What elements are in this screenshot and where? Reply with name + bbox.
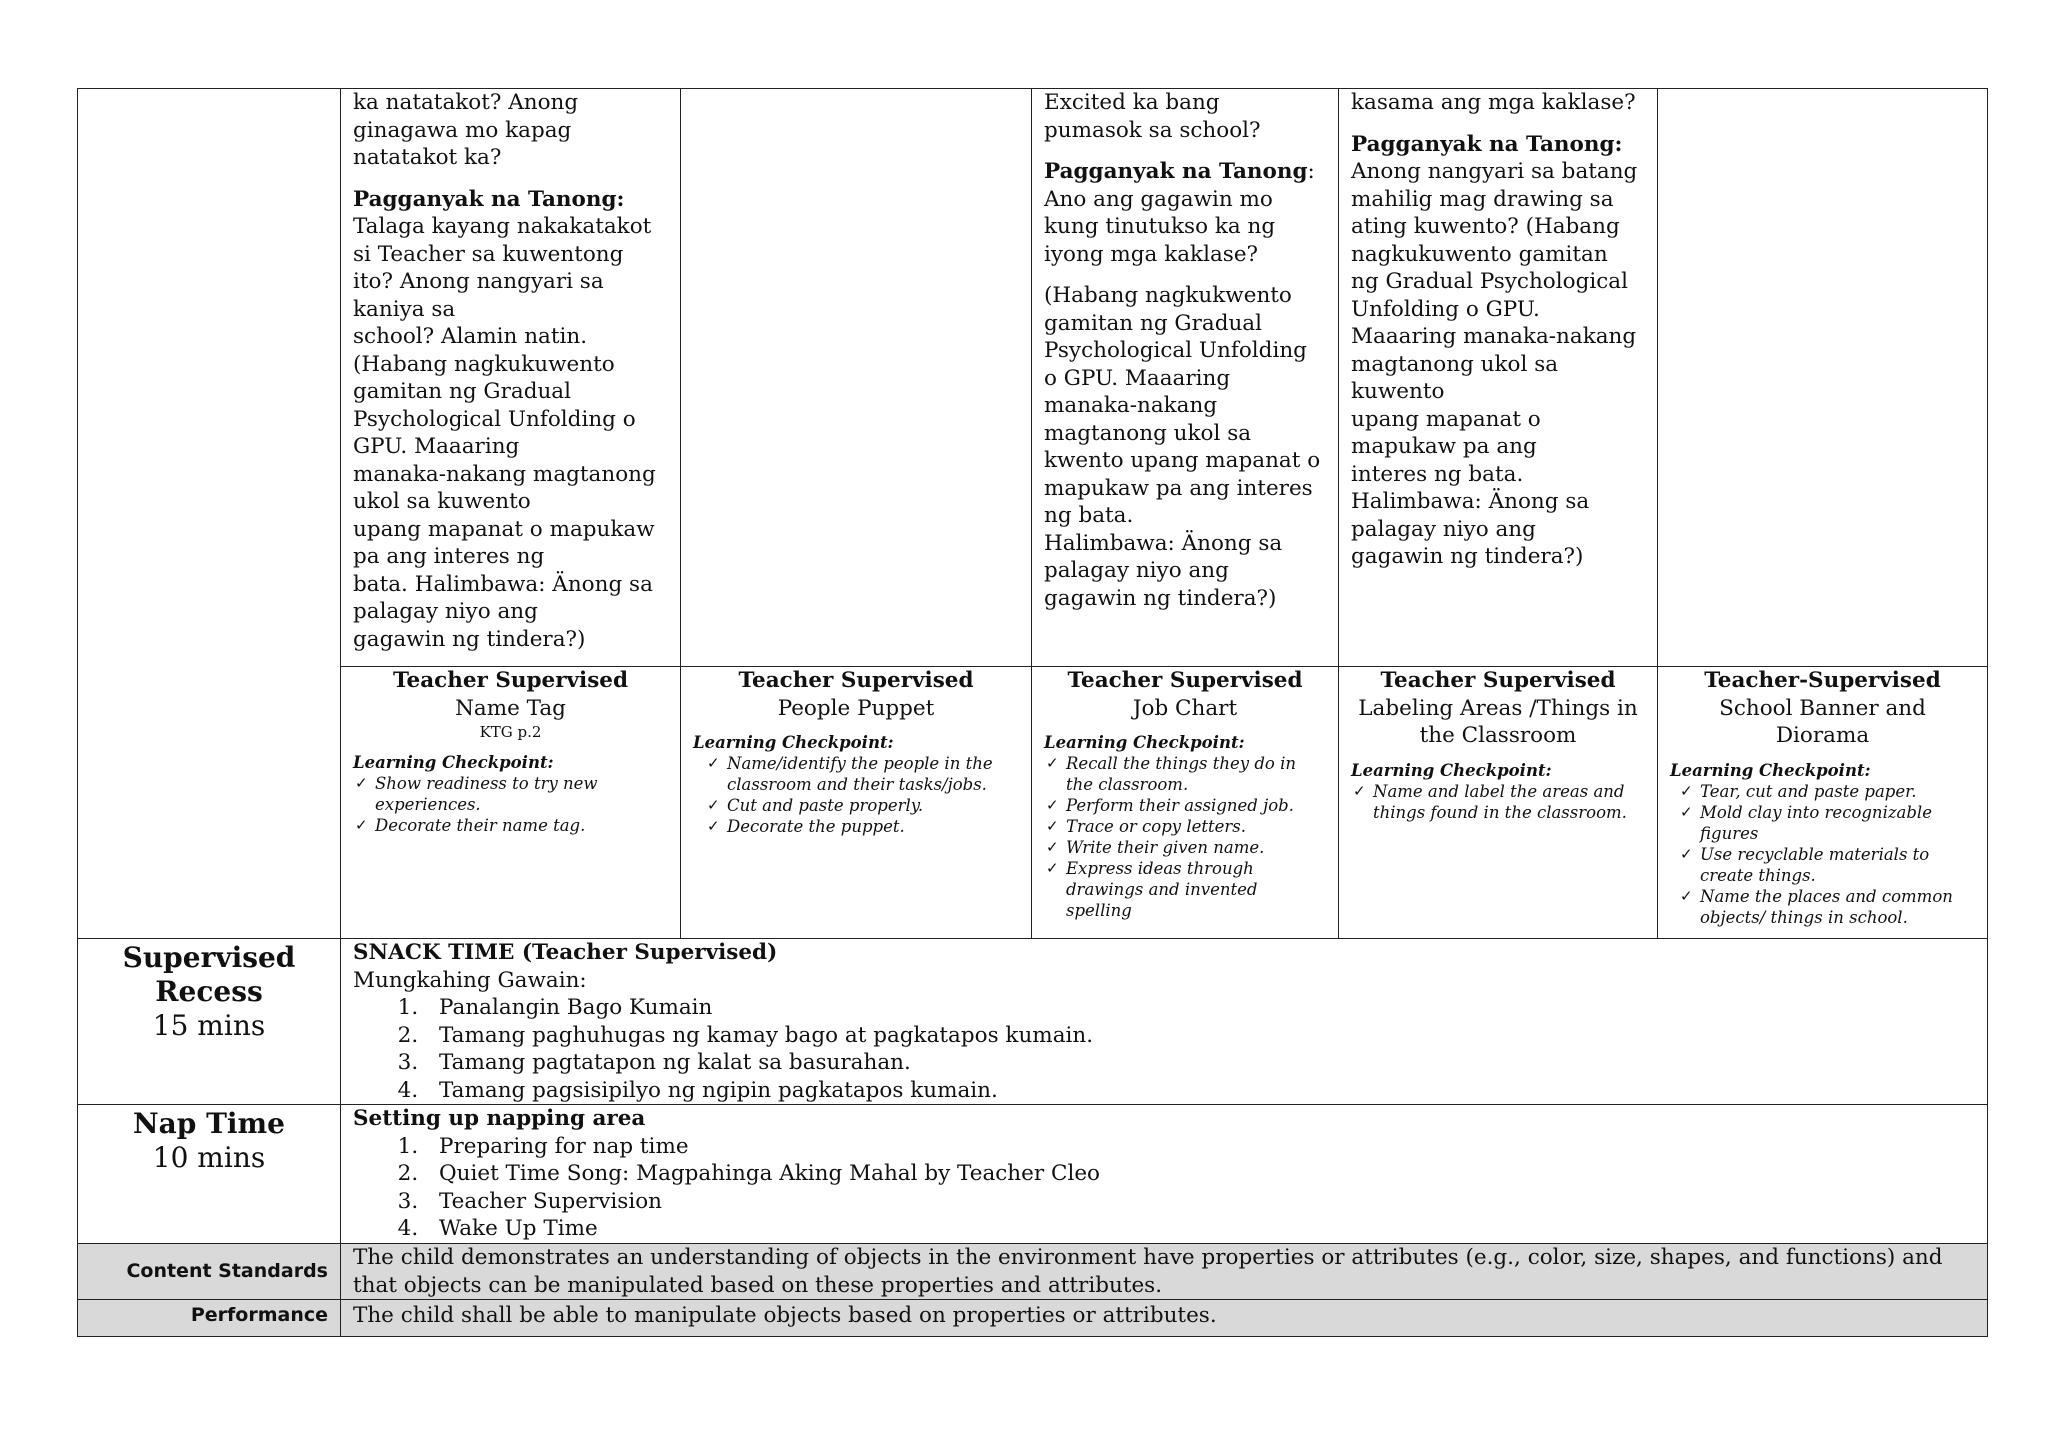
motivation-question-colon: : [1307, 159, 1315, 184]
recess-duration: 15 mins [152, 1009, 266, 1042]
nap-title: Setting up napping area [353, 1106, 646, 1131]
nap-activity-item: 4. Wake Up Time [425, 1215, 1975, 1243]
activity-title: Teacher Supervised [392, 668, 629, 693]
checkpoint-list [1351, 781, 1645, 823]
checkpoint-item: ✓ Express ideas through drawings and invented spelling [1044, 858, 1326, 921]
checkpoint-list [1670, 781, 1975, 928]
story-cell-4 [1339, 89, 1658, 667]
activity-cell-school-banner [1658, 667, 1988, 939]
recess-activity-list [353, 994, 1975, 1104]
learning-checkpoint-label: Learning Checkpoint: [1351, 760, 1552, 780]
checkpoint-item: ✓ Recall the things they do in the classroom. [1044, 753, 1326, 795]
activity-title: Teacher Supervised [1067, 668, 1303, 693]
checkpoint-item: ✓ Name/identify the people in the classroom and their tasks/jobs. [705, 753, 1019, 795]
nap-activity-item: 1. Preparing for nap time [425, 1133, 1975, 1161]
nap-activity-item: 3. Teacher Supervision [425, 1188, 1975, 1216]
motivation-question-text: Anong nangyari sa batang mahilig mag drawing sa ating kuwento? (Habang nagkukuwento gamitan ng Gradual Psychological Unfolding o GPU. Maaaring manaka-nakang magtanong ukol sa kuwento upang mapanat o mapukaw pa ang interes ng bata. Halimbawa: Änong sa palagay niyo ang gagawin ng tindera?) [1351, 159, 1638, 569]
lesson-plan-page [77, 88, 1987, 1336]
recess-activity-item: 2. Tamang paghuhugas ng kamay bago at pagkatapos kumain. [425, 1022, 1975, 1050]
motivation-question-text: Ano ang gagawin mo kung tinutukso ka ng iyong mga kaklase? [1044, 186, 1276, 267]
story-cell-2 [681, 89, 1032, 667]
checkpoint-list [353, 773, 668, 836]
motivation-question-label: Pagganyak na Tanong: [353, 186, 625, 212]
motivation-question-label: Pagganyak na Tanong: [1351, 131, 1623, 157]
checkpoint-item: ✓ Trace or copy letters. [1044, 816, 1326, 837]
content-standards-label: Content Standards [78, 1244, 341, 1300]
activity-reference: KTG p.2 [479, 723, 542, 741]
gpu-instructions: (Habang nagkukwento gamitan ng Gradual Psychological Unfolding o GPU. Maaaring manaka-nakang magtanong ukol sa kwento upang mapanat o mapukaw pa ang interes ng bata. Halimbawa: Änong sa palagay niyo ang gagawin ng tindera?) [1044, 283, 1321, 611]
checkpoint-list [1044, 753, 1326, 921]
story-intro: Excited ka bang pumasok sa school? [1044, 90, 1261, 143]
learning-checkpoint-label: Learning Checkpoint: [1670, 760, 1871, 780]
activity-cell-labeling-areas [1339, 667, 1658, 939]
nap-row [78, 1105, 1988, 1244]
nap-label: Nap Time [133, 1107, 285, 1140]
performance-row [78, 1300, 1988, 1337]
nap-content-cell [341, 1105, 1988, 1244]
recess-row [78, 939, 1988, 1105]
recess-subtitle: Mungkahing Gawain: [353, 967, 587, 993]
checkpoint-item: ✓ Tear, cut and paste paper. [1678, 781, 1975, 802]
nap-label-cell [78, 1105, 341, 1244]
story-intro: kasama ang mga kaklase? [1351, 90, 1636, 115]
activity-name: School Banner and Diorama [1719, 695, 1926, 748]
checkpoint-item: ✓ Name and label the areas and things found in the classroom. [1351, 781, 1645, 823]
activities-row [78, 667, 1988, 939]
recess-activity-item: 4. Tamang pagsisipilyo ng ngipin pagkatapos kumain. [425, 1077, 1975, 1105]
activity-title: Teacher-Supervised [1704, 668, 1941, 693]
checkpoint-item: ✓ Cut and paste properly. [705, 795, 1019, 816]
activity-cell-name-tag [341, 667, 681, 939]
activity-name: Labeling Areas /Things in the Classroom [1358, 695, 1638, 748]
motivation-question-text: Talaga kayang nakakatakot si Teacher sa kuwentong ito? Anong nangyari sa kaniya sa school? Alamin natin. (Habang nagkukuwento gamitan ng Gradual Psychological Unfolding o GPU. Maaaring manaka-nakang magtanong ukol sa kuwento upang mapanat o mapukaw pa ang interes ng bata. Halimbawa: Änong sa palagay niyo ang gagawin ng tindera?) [353, 214, 656, 652]
nap-activity-item: 2. Quiet Time Song: Magpahinga Aking Mahal by Teacher Cleo [425, 1160, 1975, 1188]
nap-activity-list [353, 1133, 1975, 1243]
learning-checkpoint-label: Learning Checkpoint: [353, 753, 554, 772]
learning-checkpoint-label: Learning Checkpoint: [1044, 733, 1245, 752]
nap-duration: 10 mins [152, 1141, 266, 1174]
recess-label: Supervised Recess [122, 941, 296, 1008]
checkpoint-list [693, 753, 1019, 837]
performance-label: Performance [78, 1300, 341, 1337]
checkpoint-item: ✓ Name the places and common objects/ things in school. [1678, 886, 1975, 928]
checkpoint-item: ✓ Show readiness to try new experiences. [353, 773, 668, 815]
lesson-plan-table [77, 88, 1988, 1337]
recess-activity-item: 1. Panalangin Bago Kumain [425, 994, 1975, 1022]
checkpoint-item: ✓ Decorate the puppet. [705, 816, 1019, 837]
recess-content-cell [341, 939, 1988, 1105]
story-cell-5 [1658, 89, 1988, 667]
activity-title: Teacher Supervised [1380, 668, 1616, 693]
checkpoint-item: ✓ Use recyclable materials to create things. [1678, 844, 1975, 886]
activity-title: Teacher Supervised [738, 668, 974, 693]
checkpoint-item: ✓ Write their given name. [1044, 837, 1326, 858]
activity-name: Job Chart [1132, 695, 1238, 721]
motivation-question-label: Pagganyak na Tanong [1044, 159, 1308, 184]
checkpoint-item: ✓ Mold clay into recognizable figures [1678, 802, 1975, 844]
activity-cell-people-puppet [681, 667, 1032, 939]
activity-cell-job-chart [1032, 667, 1339, 939]
story-cell-3 [1032, 89, 1339, 667]
blank-left-cell [78, 89, 341, 939]
learning-checkpoint-label: Learning Checkpoint: [693, 733, 894, 752]
recess-activity-item: 3. Tamang pagtatapon ng kalat sa basurahan. [425, 1049, 1975, 1077]
story-cell-1 [341, 89, 681, 667]
checkpoint-item: ✓ Perform their assigned job. [1044, 795, 1326, 816]
content-standards-row [78, 1244, 1988, 1300]
activity-name: Name Tag [455, 695, 566, 721]
story-intro: ka natatakot? Anong ginagawa mo kapag natatakot ka? [353, 90, 579, 170]
recess-label-cell [78, 939, 341, 1105]
recess-title: SNACK TIME (Teacher Supervised) [353, 940, 778, 965]
checkpoint-item: ✓ Decorate their name tag. [353, 815, 668, 836]
performance-text: The child shall be able to manipulate objects based on properties or attributes. [341, 1300, 1988, 1337]
content-standards-text: The child demonstrates an understanding of objects in the environment have properties or attributes (e.g., color, size, shapes, and functions) and that objects can be manipulated based on these properties and attributes. [341, 1244, 1988, 1300]
activity-name: People Puppet [777, 695, 935, 721]
story-row [78, 89, 1988, 667]
